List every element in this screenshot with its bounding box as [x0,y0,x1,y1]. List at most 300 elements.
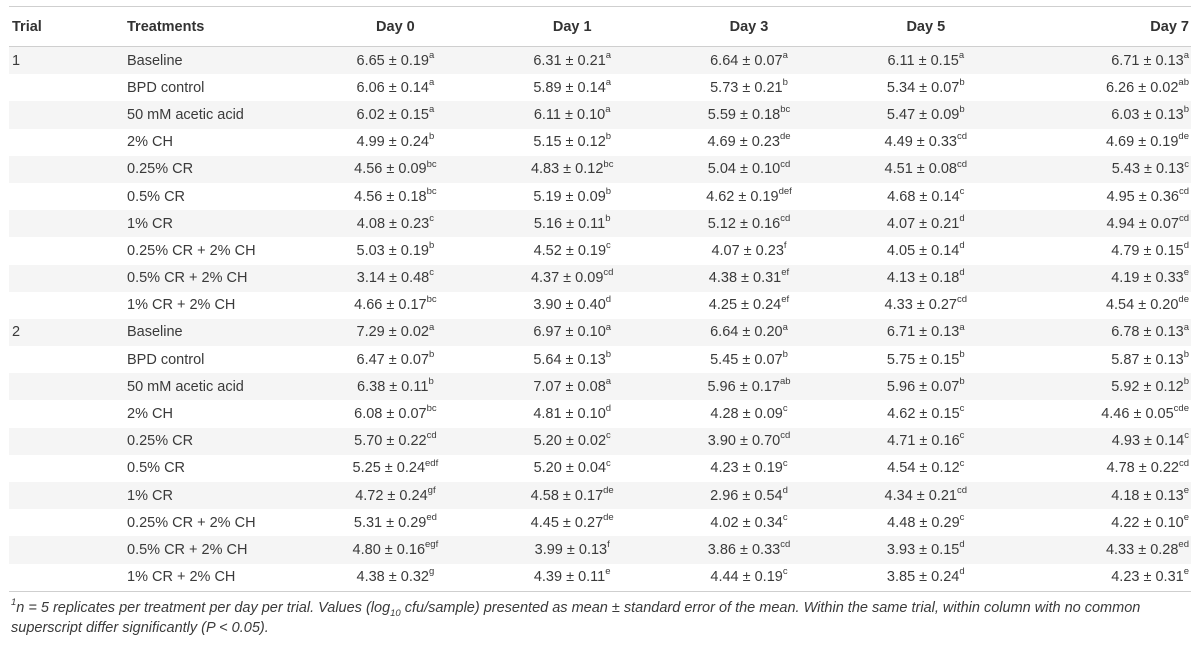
cell-value [837,101,1014,128]
mean-se-value: 5.89 ± 0.14 [533,79,606,96]
footnote-rest: cfu/sample) presented as mean ± standard error of the mean. Within the same trial, within column with no common superscript differ significantly (P < 0.05). [11,599,1141,636]
mean-se-value: 4.95 ± 0.36 [1106,188,1179,205]
cell-value [661,47,838,75]
cell-treatment: BPD control [127,79,205,96]
significance-letters: c [782,511,788,523]
significance-letters: d [782,484,788,496]
cell-value [307,129,484,156]
significance-letters: b [782,76,788,88]
cell-value [837,47,1014,75]
mean-se-value: 6.78 ± 0.13 [1111,324,1184,341]
significance-letters: b [605,185,612,197]
cell-value [661,346,838,373]
significance-letters: b [1183,104,1189,116]
significance-letters: b [428,240,435,252]
cell-value [1014,509,1191,536]
significance-letters: cd [426,430,437,442]
table-row [9,183,1191,210]
significance-letters: f [607,539,610,551]
significance-letters: b [605,212,611,224]
mean-se-value: 4.81 ± 0.10 [533,406,606,423]
significance-letters: a [428,321,435,333]
cell-value [661,183,838,210]
cell-value [661,509,838,536]
cell-trial [9,237,127,264]
cell-treatment: 50 mM acetic acid [127,378,244,395]
mean-se-value: 3.86 ± 0.33 [707,541,781,558]
mean-se-value: 4.69 ± 0.23 [707,134,780,151]
cell-value [307,47,484,75]
significance-letters: b [1183,348,1189,360]
cell-value [484,373,661,400]
mean-se-value: 4.49 ± 0.33 [884,134,957,151]
mean-se-value: 4.45 ± 0.27 [530,514,604,531]
significance-letters: d [1183,240,1189,252]
cell-value [837,74,1014,101]
cell-treatment: 0.25% CR [127,161,194,178]
mean-se-value: 5.31 ± 0.29 [353,514,427,531]
cell-value [661,237,838,264]
cell-value [307,455,484,482]
cell-treatment: 1% CR [127,487,173,504]
significance-letters: d [959,267,965,279]
mean-se-value: 4.25 ± 0.24 [708,297,782,314]
significance-letters: d [959,240,965,252]
cell-value [1014,210,1191,237]
mean-se-value: 4.93 ± 0.14 [1111,433,1185,450]
significance-letters: c [959,430,965,442]
cell-trial [9,101,127,128]
mean-se-value: 5.43 ± 0.13 [1111,161,1185,178]
mean-se-value: 4.05 ± 0.14 [886,242,960,259]
mean-se-value: 4.39 ± 0.11 [533,569,606,586]
significance-letters: edf [425,457,439,469]
mean-se-value: 6.02 ± 0.15 [356,106,429,123]
cell-value [484,564,661,592]
mean-se-value: 4.23 ± 0.19 [710,460,783,477]
significance-letters: cd [957,131,968,143]
mean-se-value: 6.38 ± 0.11 [357,378,429,395]
mean-se-value: 5.19 ± 0.09 [533,188,606,205]
significance-letters: a [428,49,435,61]
significance-letters: b [428,131,435,143]
cell-trial [9,74,127,101]
significance-letters: ef [781,294,790,306]
mean-se-value: 4.38 ± 0.31 [708,270,782,287]
cell-value [1014,74,1191,101]
cell-treatment: 2% CH [127,406,173,423]
cell-value [661,101,838,128]
mean-se-value: 4.48 ± 0.29 [887,514,960,531]
cell-treatment: 0.25% CR + 2% CH [127,514,256,531]
cell-value [484,74,661,101]
significance-letters: b [959,76,965,88]
significance-letters: c [1184,430,1189,442]
significance-letters: cd [1178,212,1189,224]
table-row [9,47,1191,75]
significance-letters: a [958,49,965,61]
mean-se-value: 7.29 ± 0.02 [356,324,429,341]
cell-value [1014,373,1191,400]
significance-letters: d [605,403,612,415]
significance-letters: cd [957,294,968,306]
significance-letters: e [1183,267,1189,279]
cell-value [307,319,484,346]
significance-letters: d [959,539,965,551]
cell-value [484,47,661,75]
significance-letters: c [606,457,611,469]
mean-se-value: 4.46 ± 0.05 [1101,406,1174,423]
mean-se-value: 4.79 ± 0.15 [1111,242,1184,259]
significance-letters: ef [781,267,790,279]
mean-se-value: 3.85 ± 0.24 [886,569,960,586]
mean-se-value: 6.08 ± 0.07 [354,406,427,423]
cell-trial [9,509,127,536]
cell-value [484,237,661,264]
mean-se-value: 6.64 ± 0.07 [710,52,783,69]
cell-value [484,509,661,536]
footnote-n-text: n = 5 replicates per treatment per day per trial. Values (log [16,599,391,616]
significance-letters: c [429,212,434,224]
cell-value [661,400,838,427]
table-row [9,265,1191,292]
mean-se-value: 5.96 ± 0.17 [707,378,780,395]
mean-se-value: 5.04 ± 0.10 [707,161,781,178]
cell-value [484,156,661,183]
cell-trial [9,536,127,563]
significance-letters: cd [1178,185,1189,197]
cell-value [307,482,484,509]
mean-se-value: 5.70 ± 0.22 [354,433,427,450]
cell-value [484,292,661,319]
mean-se-value: 6.47 ± 0.07 [356,351,429,368]
cell-trial [9,346,127,373]
mean-se-value: 4.62 ± 0.15 [887,406,960,423]
mean-se-value: 6.11 ± 0.15 [887,52,959,69]
significance-letters: cd [603,267,614,279]
table-row [9,210,1191,237]
cell-trial [9,210,127,237]
significance-letters: b [1183,376,1189,388]
header-day-1: Day 1 [484,7,661,47]
mean-se-value: 6.97 ± 0.10 [533,324,606,341]
significance-letters: b [605,131,612,143]
significance-letters: b [605,348,612,360]
mean-se-value: 4.02 ± 0.34 [710,514,783,531]
mean-se-value: 4.33 ± 0.27 [884,297,957,314]
cell-value [1014,292,1191,319]
cell-trial [9,482,127,509]
mean-se-value: 3.14 ± 0.48 [356,270,430,287]
mean-se-value: 4.78 ± 0.22 [1106,460,1179,477]
significance-letters: c [1184,158,1189,170]
footnote-marker: 1 [11,596,17,608]
cell-value [837,455,1014,482]
mean-se-value: 4.33 ± 0.28 [1105,541,1179,558]
cell-value [484,482,661,509]
header-day-7: Day 7 [1014,7,1191,47]
table-row [9,536,1191,563]
cell-value [1014,265,1191,292]
table-row [9,400,1191,427]
mean-se-value: 5.73 ± 0.21 [710,79,783,96]
mean-se-value: 4.07 ± 0.21 [886,215,960,232]
cell-trial [9,183,127,210]
mean-se-value: 5.20 ± 0.04 [533,460,607,477]
cell-value [837,536,1014,563]
cell-value [837,482,1014,509]
cell-trial: 1 [12,52,21,69]
cell-value [307,237,484,264]
significance-letters: a [1183,49,1189,61]
table-row [9,319,1191,346]
cell-value [307,509,484,536]
mean-se-value: 6.06 ± 0.14 [356,79,429,96]
cell-value [1014,237,1191,264]
significance-letters: de [779,131,791,143]
significance-letters: c [782,403,788,415]
mean-se-value: 4.52 ± 0.19 [533,242,607,259]
mean-se-value: 5.34 ± 0.07 [886,79,960,96]
significance-letters: b [959,348,965,360]
cell-value [1014,428,1191,455]
cell-treatment: 2% CH [127,134,173,151]
cell-value [1014,47,1191,75]
significance-letters: a [605,76,612,88]
header-day-0: Day 0 [307,7,484,47]
significance-letters: d [605,294,612,306]
mean-se-value: 4.28 ± 0.09 [710,406,783,423]
significance-letters: cd [957,484,968,496]
cell-value [484,210,661,237]
significance-letters: bc [426,158,437,170]
significance-letters: c [959,403,965,415]
mean-se-value: 6.65 ± 0.19 [356,52,429,69]
mean-se-value: 6.31 ± 0.21 [533,52,606,69]
cell-treatment: 0.5% CR [127,460,186,477]
significance-letters: de [603,511,614,523]
table-row [9,237,1191,264]
cell-treatment: 0.25% CR [127,433,194,450]
mean-se-value: 4.80 ± 0.16 [352,541,426,558]
mean-se-value: 4.34 ± 0.21 [884,487,957,504]
significance-letters: a [605,376,612,388]
significance-letters: d [959,212,965,224]
cell-value [661,482,838,509]
significance-letters: ed [426,511,437,523]
cell-value [661,265,838,292]
significance-letters: g [428,566,435,578]
significance-letters: egf [425,539,439,551]
cell-value [1014,400,1191,427]
mean-se-value: 4.58 ± 0.17 [530,487,604,504]
significance-letters: a [428,104,435,116]
cell-treatment: 0.5% CR + 2% CH [127,541,248,558]
significance-letters: c [959,511,965,523]
cell-value [661,455,838,482]
cell-trial [9,265,127,292]
cell-value [484,400,661,427]
cell-treatment: Baseline [127,324,183,341]
cell-value [661,292,838,319]
significance-letters: a [782,321,788,333]
cell-value [661,373,838,400]
cell-treatment: BPD control [127,351,205,368]
significance-letters: def [778,185,792,197]
significance-letters: bc [426,294,437,306]
cell-trial [9,455,127,482]
significance-letters: b [428,376,434,388]
cell-value [661,319,838,346]
cell-value [484,455,661,482]
significance-letters: b [959,104,965,116]
table-row [9,373,1191,400]
mean-se-value: 6.64 ± 0.20 [710,324,783,341]
cell-value [837,129,1014,156]
mean-se-value: 4.13 ± 0.18 [886,270,960,287]
significance-letters: c [429,267,434,279]
mean-se-value: 4.62 ± 0.19 [706,188,779,205]
header-row [9,7,1191,47]
cell-value [1014,156,1191,183]
table-row [9,482,1191,509]
cell-value [837,183,1014,210]
data-table [9,6,1191,592]
cell-treatment: 0.25% CR + 2% CH [127,242,256,259]
significance-letters: c [782,566,788,578]
mean-se-value: 6.26 ± 0.02 [1105,79,1179,96]
cell-value [484,183,661,210]
mean-se-value: 6.71 ± 0.13 [886,324,960,341]
mean-se-value: 3.90 ± 0.40 [533,297,606,314]
cell-value [837,373,1014,400]
significance-letters: bc [780,104,791,116]
table-footnote [9,598,1191,638]
cell-value [1014,101,1191,128]
significance-letters: cde [1173,403,1189,415]
significance-letters: b [959,376,965,388]
significance-letters: a [428,76,435,88]
cell-value [661,129,838,156]
cell-value [837,400,1014,427]
mean-se-value: 4.72 ± 0.24 [355,487,428,504]
cell-value [307,536,484,563]
cell-value [837,319,1014,346]
mean-se-value: 5.45 ± 0.07 [710,351,783,368]
mean-se-value: 6.71 ± 0.13 [1111,52,1184,69]
mean-se-value: 4.23 ± 0.31 [1111,569,1184,586]
cell-treatment: 0.5% CR + 2% CH [127,270,248,287]
cell-value [837,346,1014,373]
significance-letters: f [783,240,787,252]
cell-value [307,101,484,128]
cell-treatment: 1% CR + 2% CH [127,297,236,314]
cell-value [837,265,1014,292]
mean-se-value: 4.22 ± 0.10 [1111,514,1184,531]
mean-se-value: 4.54 ± 0.20 [1105,297,1179,314]
significance-letters: c [606,430,611,442]
mean-se-value: 4.56 ± 0.18 [354,188,427,205]
cell-value [484,129,661,156]
cell-treatment: Baseline [127,52,183,69]
cell-value [837,564,1014,592]
footnote-log-subscript: 10 [390,607,401,619]
cell-trial [9,292,127,319]
significance-letters: b [428,348,435,360]
cell-value [1014,319,1191,346]
mean-se-value: 5.59 ± 0.18 [707,106,781,123]
significance-letters: e [1183,566,1189,578]
mean-se-value: 4.71 ± 0.16 [887,433,960,450]
table-row [9,346,1191,373]
cell-value [661,564,838,592]
significance-letters: cd [780,158,791,170]
mean-se-value: 5.16 ± 0.11 [533,215,606,232]
cell-trial [9,156,127,183]
mean-se-value: 4.19 ± 0.33 [1111,270,1184,287]
significance-letters: e [605,566,611,578]
significance-letters: cd [957,158,968,170]
cell-trial: 2 [12,324,21,341]
mean-se-value: 6.03 ± 0.13 [1111,106,1184,123]
cell-value [484,265,661,292]
table-row [9,101,1191,128]
cell-trial [9,373,127,400]
cell-value [307,428,484,455]
mean-se-value: 6.11 ± 0.10 [533,106,606,123]
mean-se-value: 4.66 ± 0.17 [354,297,427,314]
cell-treatment: 1% CR [127,215,173,232]
significance-letters: c [606,240,611,252]
mean-se-value: 4.54 ± 0.12 [887,460,960,477]
mean-se-value: 5.96 ± 0.07 [886,378,960,395]
cell-value [661,428,838,455]
cell-value [307,400,484,427]
mean-se-value: 5.25 ± 0.24 [352,460,426,477]
significance-letters: a [605,321,612,333]
mean-se-value: 4.08 ± 0.23 [356,215,430,232]
cell-value [307,183,484,210]
cell-value [307,292,484,319]
cell-value [307,564,484,592]
mean-se-value: 5.92 ± 0.12 [1111,378,1184,395]
mean-se-value: 5.03 ± 0.19 [356,242,429,259]
significance-letters: cd [780,212,791,224]
significance-letters: de [1178,131,1189,143]
table-row [9,129,1191,156]
table-row [9,156,1191,183]
significance-letters: gf [427,484,436,496]
mean-se-value: 5.15 ± 0.12 [533,134,606,151]
cell-value [1014,455,1191,482]
significance-letters: e [1183,484,1189,496]
header-treatments: Treatments [127,7,307,47]
significance-letters: de [603,484,614,496]
significance-letters: bc [603,158,614,170]
mean-se-value: 5.47 ± 0.09 [886,106,960,123]
significance-letters: a [605,49,612,61]
significance-letters: ab [779,376,791,388]
significance-letters: ed [1178,539,1189,551]
cell-value [1014,346,1191,373]
mean-se-value: 4.18 ± 0.13 [1111,487,1184,504]
cell-value [484,319,661,346]
mean-se-value: 7.07 ± 0.08 [533,378,606,395]
significance-letters: a [605,104,611,116]
header-day-3: Day 3 [661,7,838,47]
cell-treatment: 0.5% CR [127,188,186,205]
cell-value [484,536,661,563]
